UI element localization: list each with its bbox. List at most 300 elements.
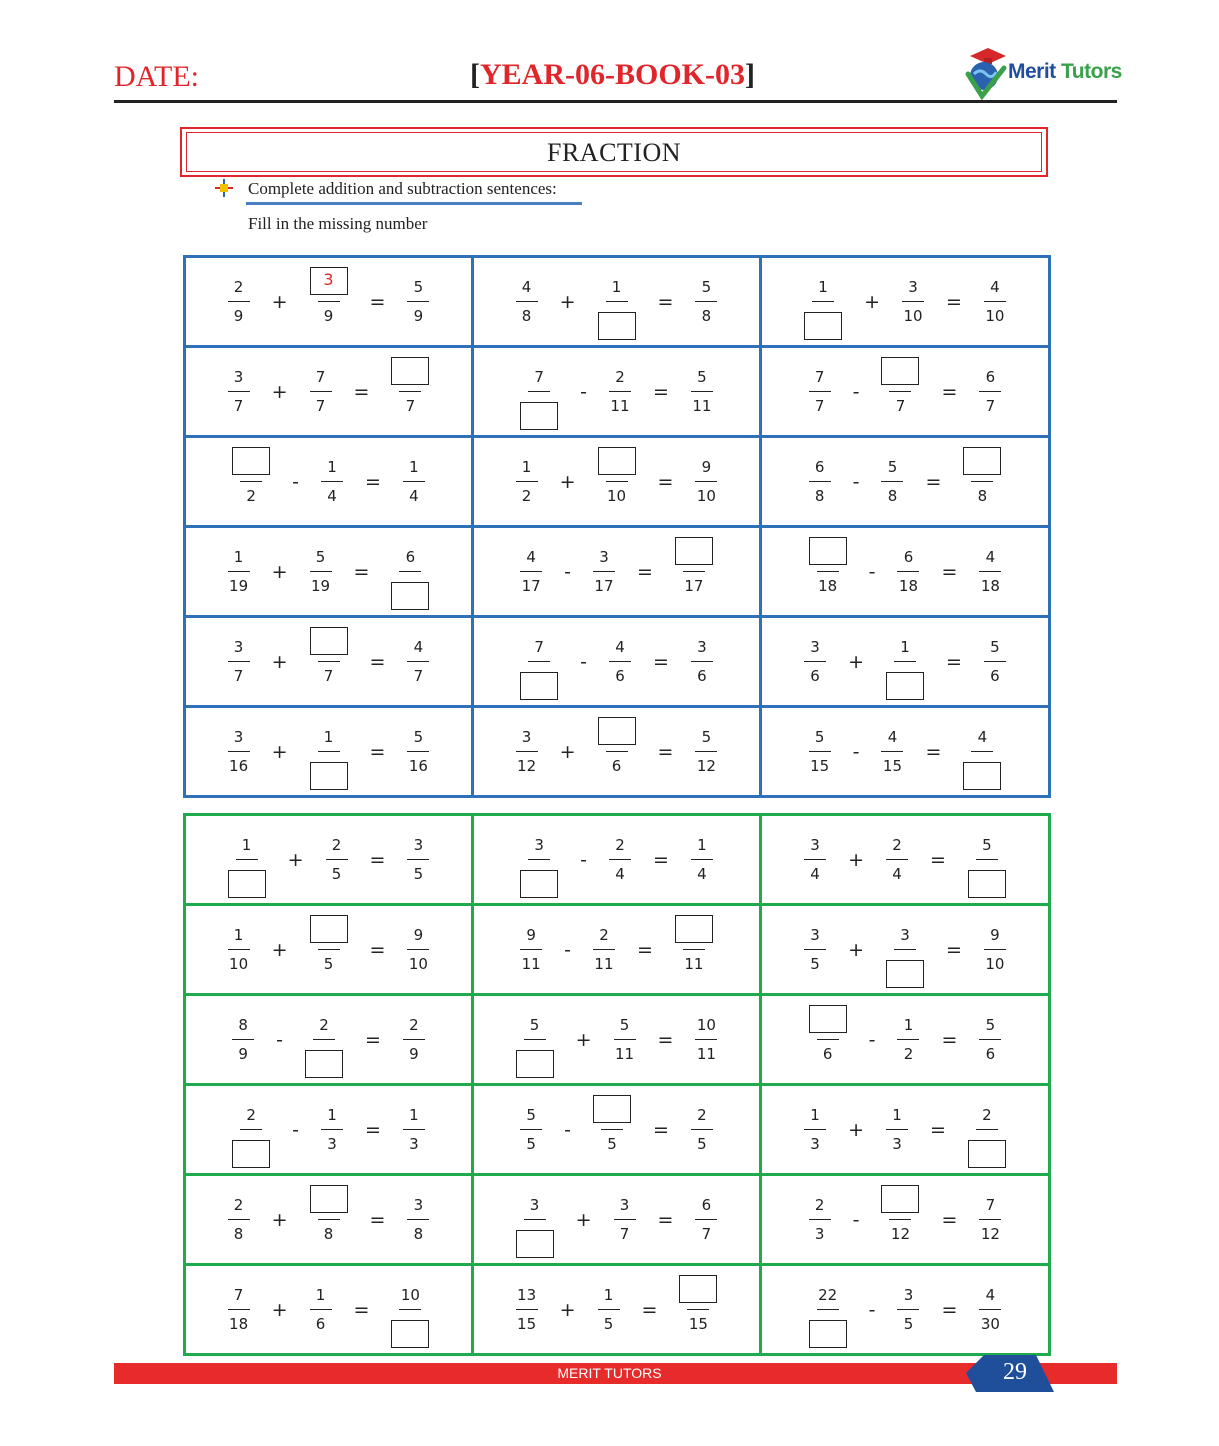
fraction-numerator: 4 — [521, 277, 532, 296]
equals-sign: = — [353, 380, 370, 403]
operator-sign: + — [271, 1208, 288, 1231]
fraction-a — [228, 277, 250, 327]
equals-sign: = — [636, 938, 653, 961]
answer-box[interactable] — [598, 717, 636, 745]
fraction-bar — [817, 1039, 839, 1041]
fraction-denominator: 11 — [610, 397, 630, 416]
date-label: DATE: — [114, 60, 199, 93]
answer-box[interactable] — [968, 870, 1006, 898]
book-bracket-close: ] — [745, 58, 755, 91]
fraction-numerator: 3 — [619, 1195, 630, 1214]
fraction-denominator: 7 — [323, 667, 334, 686]
answer-box[interactable] — [881, 357, 919, 385]
fraction-numerator: 5 — [982, 835, 992, 854]
fraction-numerator: 1 — [697, 835, 707, 854]
fraction-numerator: 13 — [517, 1285, 537, 1304]
fraction-numerator: 3 — [599, 547, 609, 566]
equals-sign: = — [925, 470, 942, 493]
fraction-numerator: 3 — [413, 835, 424, 854]
fraction-a — [809, 457, 831, 507]
answer-box[interactable] — [305, 1050, 343, 1078]
fraction-numerator: 1 — [241, 835, 252, 854]
fraction-denominator: 7 — [985, 397, 996, 416]
answer-box[interactable] — [391, 357, 429, 385]
equation-cell — [473, 257, 761, 347]
fraction-bar — [976, 859, 998, 861]
fraction-a — [228, 367, 250, 417]
fraction-c — [691, 367, 713, 417]
equals-sign: = — [364, 470, 381, 493]
equals-sign: = — [657, 1028, 674, 1051]
fraction-b — [598, 277, 636, 327]
grid-row — [185, 527, 1050, 617]
fraction-b — [881, 1195, 919, 1245]
fraction-numerator: 2 — [615, 835, 625, 854]
fraction-numerator: 5 — [887, 457, 898, 476]
equals-sign: = — [941, 380, 958, 403]
fraction-b — [310, 925, 348, 975]
answer-box[interactable] — [804, 312, 842, 340]
operator-sign: + — [271, 740, 288, 763]
operator-sign: + — [271, 650, 288, 673]
fraction-denominator: 8 — [977, 487, 988, 506]
fraction-denominator: 7 — [701, 1225, 712, 1244]
fraction-numerator: 2 — [331, 835, 342, 854]
fraction-denominator: 11 — [696, 1045, 716, 1064]
fraction-bar — [528, 661, 550, 663]
fraction-b — [321, 1105, 343, 1155]
fraction-a — [809, 1195, 831, 1245]
operator-sign: + — [271, 1298, 288, 1321]
fraction-c — [979, 1195, 1001, 1245]
fraction-denominator: 8 — [413, 1225, 424, 1244]
equation-cell — [185, 905, 473, 995]
fraction-numerator: 4 — [615, 637, 625, 656]
equation-cell — [761, 707, 1050, 797]
equals-sign: = — [369, 1208, 386, 1231]
answer-box[interactable] — [675, 915, 713, 943]
answer-box[interactable] — [968, 1140, 1006, 1168]
equation-cell — [473, 1265, 761, 1355]
fraction-bar — [695, 301, 717, 303]
fraction-bar — [804, 661, 826, 663]
equals-sign: = — [930, 1118, 946, 1141]
fraction-numerator: 6 — [701, 1195, 712, 1214]
operator-sign: - — [564, 560, 571, 583]
fraction-bar — [881, 751, 903, 753]
fraction-denominator: 16 — [408, 757, 428, 776]
fraction-denominator: 10 — [229, 955, 249, 974]
blue-fraction-grid — [183, 255, 1051, 798]
fraction-bar — [691, 1129, 713, 1131]
header-divider — [114, 100, 1117, 103]
operator-sign: + — [271, 938, 288, 961]
equation-cell — [185, 437, 473, 527]
fraction-b — [886, 637, 924, 687]
fraction-numerator: 1 — [810, 1105, 820, 1124]
fraction-bar — [516, 751, 538, 753]
fraction-bar — [606, 301, 628, 303]
fraction-denominator: 5 — [331, 865, 342, 884]
fraction-numerator: 5 — [413, 727, 424, 746]
equals-sign: = — [369, 740, 386, 763]
fraction-denominator: 9 — [409, 1045, 419, 1064]
fraction-bar — [894, 949, 916, 951]
fraction-a — [516, 1285, 538, 1335]
fraction-bar — [318, 1219, 340, 1221]
fraction-denominator: 8 — [814, 487, 825, 506]
fraction-numerator: 8 — [238, 1015, 248, 1034]
fraction-bar — [897, 571, 919, 573]
equals-sign: = — [941, 1208, 958, 1231]
fraction-a — [520, 925, 542, 975]
equation-cell — [761, 617, 1050, 707]
fraction-denominator: 6 — [822, 1045, 833, 1064]
operator-sign: - — [564, 1118, 571, 1141]
equals-sign: = — [641, 1298, 658, 1321]
equation-cell — [185, 527, 473, 617]
fraction-denominator: 3 — [409, 1135, 419, 1154]
fraction-denominator: 8 — [323, 1225, 334, 1244]
equals-sign: = — [657, 290, 674, 313]
answer-box[interactable] — [809, 1320, 847, 1348]
fraction-a — [804, 835, 826, 885]
fraction-denominator: 11 — [614, 1045, 635, 1064]
fraction-a — [804, 277, 842, 327]
operator-sign: - — [868, 560, 876, 583]
answer-box[interactable] — [232, 1140, 270, 1168]
grid-row — [185, 905, 1050, 995]
fraction-b — [310, 1195, 348, 1245]
equation-cell — [761, 257, 1050, 347]
fraction-bar — [228, 391, 250, 393]
fraction-denominator: 6 — [615, 667, 625, 686]
instruction-underline — [246, 202, 582, 205]
equals-sign: = — [930, 848, 946, 871]
fraction-numerator: 1 — [233, 547, 244, 566]
fraction-c — [407, 727, 429, 777]
fraction-b — [614, 1195, 636, 1245]
fraction-bar — [984, 949, 1006, 951]
fraction-numerator: 1 — [900, 637, 910, 656]
fraction-b — [897, 1015, 919, 1065]
fraction-b — [321, 457, 343, 507]
fraction-bar — [881, 481, 903, 483]
equals-sign: = — [652, 848, 669, 871]
equation-cell — [185, 1085, 473, 1175]
fraction-b — [593, 1105, 631, 1155]
fraction-bar — [520, 571, 542, 573]
fraction-denominator: 8 — [701, 307, 712, 326]
answer-box[interactable] — [516, 1050, 554, 1078]
fraction-numerator: 3 — [529, 1195, 540, 1214]
fraction-denominator: 30 — [980, 1315, 1000, 1334]
fraction-numerator: 9 — [990, 925, 1000, 944]
fraction-c — [679, 1285, 717, 1335]
fraction-numerator: 2 — [409, 1015, 419, 1034]
fraction-numerator: 4 — [977, 727, 988, 746]
grid-row — [185, 1175, 1050, 1265]
answer-box[interactable] — [963, 762, 1001, 790]
fraction-a — [809, 367, 831, 417]
book-code-text: YEAR-06-BOOK-03 — [480, 58, 745, 91]
fraction-b — [886, 835, 908, 885]
fraction-numerator: 2 — [599, 925, 609, 944]
equation-cell — [185, 617, 473, 707]
fraction-bar — [695, 1219, 717, 1221]
title-box — [180, 127, 1048, 177]
fraction-bar — [228, 301, 250, 303]
fraction-numerator: 2 — [246, 1105, 256, 1124]
answer-box[interactable] — [391, 582, 429, 610]
grid-row — [185, 1085, 1050, 1175]
fraction-denominator: 3 — [814, 1225, 825, 1244]
logo-text-tutors: Tutors — [1061, 60, 1122, 83]
fraction-b — [886, 925, 924, 975]
fraction-numerator: 2 — [892, 835, 902, 854]
fraction-bar — [528, 859, 550, 861]
answer-box[interactable] — [593, 1095, 631, 1123]
fraction-bar — [326, 859, 348, 861]
fraction-denominator: 9 — [413, 307, 424, 326]
fraction-bar — [889, 391, 911, 393]
equation-cell — [473, 617, 761, 707]
fraction-bar — [897, 1039, 919, 1041]
answer-box[interactable] — [310, 627, 348, 655]
fraction-denominator: 5 — [607, 1135, 617, 1154]
fraction-numerator: 10 — [400, 1285, 420, 1304]
fraction-b — [881, 367, 919, 417]
fraction-denominator: 6 — [611, 757, 622, 776]
answer-box[interactable] — [809, 537, 847, 565]
answer-box[interactable] — [232, 447, 270, 475]
fraction-bar — [976, 1129, 998, 1131]
fraction-numerator: 4 — [526, 547, 536, 566]
answer-box[interactable] — [520, 672, 558, 700]
fraction-numerator: 5 — [985, 1015, 996, 1034]
fraction-c — [963, 457, 1001, 507]
fraction-denominator: 5 — [526, 1135, 536, 1154]
fraction-bar — [407, 301, 429, 303]
fraction-denominator: 10 — [903, 307, 923, 326]
instruction-text: Complete addition and subtraction sentences: — [248, 179, 557, 198]
fraction-b — [598, 1285, 620, 1335]
fraction-bar — [902, 301, 924, 303]
fraction-bar — [399, 391, 421, 393]
operator-sign: - — [852, 740, 860, 763]
grid-row — [185, 437, 1050, 527]
filled-answer-box[interactable]: 3 — [310, 267, 348, 295]
equals-sign: = — [369, 650, 386, 673]
fraction-b — [886, 1105, 908, 1155]
fraction-numerator: 1 — [818, 277, 828, 296]
fraction-bar — [971, 751, 993, 753]
fraction-denominator: 6 — [315, 1315, 326, 1334]
answer-box[interactable] — [310, 1185, 348, 1213]
equals-sign: = — [369, 848, 386, 871]
answer-box[interactable] — [881, 1185, 919, 1213]
fraction-c — [695, 1015, 717, 1065]
fraction-bar — [318, 661, 340, 663]
equation-cell — [473, 815, 761, 905]
fraction-bar — [310, 391, 332, 393]
operator-sign: - — [564, 938, 571, 961]
fraction-denominator: 6 — [990, 667, 1000, 686]
answer-box[interactable] — [310, 762, 348, 790]
equals-sign: = — [941, 1028, 958, 1051]
fraction-denominator: 3 — [327, 1135, 337, 1154]
fraction-bar — [804, 949, 826, 951]
answer-box[interactable] — [520, 870, 558, 898]
fraction-numerator: 7 — [534, 637, 544, 656]
answer-box[interactable] — [679, 1275, 717, 1303]
fraction-denominator: 17 — [684, 577, 704, 596]
fraction-bar — [609, 391, 631, 393]
fraction-c — [691, 1105, 713, 1155]
fraction-bar — [695, 481, 717, 483]
fraction-denominator: 15 — [810, 757, 830, 776]
fraction-bar — [403, 481, 425, 483]
fraction-bar — [228, 571, 250, 573]
fraction-b — [881, 727, 903, 777]
fraction-c — [403, 1015, 425, 1065]
fraction-denominator: 10 — [696, 487, 716, 506]
fraction-b — [881, 457, 903, 507]
grid-row — [185, 257, 1050, 347]
fraction-bar — [979, 1309, 1001, 1311]
equation-cell — [185, 707, 473, 797]
fraction-numerator: 5 — [701, 727, 712, 746]
fraction-bar — [812, 301, 834, 303]
fraction-a — [520, 547, 542, 597]
fraction-bar — [691, 661, 713, 663]
equation-cell — [185, 1175, 473, 1265]
fraction-c — [979, 547, 1001, 597]
fraction-numerator: 4 — [985, 1285, 996, 1304]
equals-sign: = — [636, 560, 653, 583]
fraction-bar — [683, 571, 705, 573]
fraction-denominator: 6 — [697, 667, 707, 686]
fraction-denominator: 9 — [233, 307, 244, 326]
fraction-denominator: 12 — [696, 757, 716, 776]
fraction-c — [407, 1195, 429, 1245]
answer-box[interactable] — [598, 447, 636, 475]
fraction-denominator: 8 — [521, 307, 532, 326]
equation-cell — [761, 1085, 1050, 1175]
fraction-numerator: 1 — [611, 277, 622, 296]
equation-cell — [473, 905, 761, 995]
fraction-bar — [321, 481, 343, 483]
fraction-a — [232, 457, 270, 507]
fraction-numerator: 3 — [810, 637, 820, 656]
fraction-denominator: 19 — [229, 577, 249, 596]
fraction-denominator: 7 — [405, 397, 416, 416]
fraction-numerator: 7 — [534, 367, 544, 386]
answer-box[interactable] — [598, 312, 636, 340]
fraction-bar — [614, 1039, 636, 1041]
equals-sign: = — [353, 560, 370, 583]
operator-sign: + — [848, 650, 864, 673]
answer-box[interactable] — [228, 870, 266, 898]
fraction-bar — [516, 1309, 538, 1311]
fraction-numerator: 5 — [990, 637, 1000, 656]
fraction-numerator: 2 — [233, 1195, 244, 1214]
fraction-denominator: 5 — [697, 1135, 707, 1154]
fraction-denominator: 5 — [810, 955, 820, 974]
answer-box[interactable] — [675, 537, 713, 565]
fraction-denominator: 11 — [692, 397, 712, 416]
fraction-a — [520, 1105, 542, 1155]
fraction-numerator: 5 — [697, 367, 707, 386]
equation-cell — [761, 1265, 1050, 1355]
fraction-numerator: 1 — [323, 727, 334, 746]
fraction-a — [228, 637, 250, 687]
grid-row — [185, 347, 1050, 437]
fraction-denominator: 8 — [233, 1225, 244, 1244]
fraction-denominator: 4 — [327, 487, 337, 506]
fraction-b — [310, 547, 332, 597]
operator-sign: + — [271, 380, 288, 403]
fraction-b — [614, 1015, 636, 1065]
answer-box[interactable] — [520, 402, 558, 430]
fraction-a — [228, 925, 250, 975]
fraction-numerator: 1 — [603, 1285, 614, 1304]
fraction-bar — [687, 1309, 709, 1311]
fraction-bar — [407, 661, 429, 663]
answer-box[interactable] — [391, 1320, 429, 1348]
fraction-bar — [524, 1219, 546, 1221]
fraction-denominator: 7 — [315, 397, 326, 416]
fraction-denominator: 18 — [229, 1315, 249, 1334]
fraction-bar — [236, 859, 258, 861]
fraction-bar — [606, 481, 628, 483]
fraction-bar — [228, 949, 250, 951]
equals-sign: = — [652, 380, 669, 403]
fraction-numerator: 1 — [409, 457, 419, 476]
fraction-bar — [984, 661, 1006, 663]
fraction-denominator: 10 — [985, 307, 1005, 326]
fraction-denominator: 11 — [684, 955, 704, 974]
answer-box[interactable] — [809, 1005, 847, 1033]
operator-sign: + — [575, 1208, 592, 1231]
fraction-denominator: 7 — [619, 1225, 630, 1244]
answer-box[interactable] — [963, 447, 1001, 475]
fraction-bar — [606, 751, 628, 753]
fraction-denominator: 12 — [980, 1225, 1000, 1244]
fraction-bar — [971, 481, 993, 483]
fraction-bar — [407, 949, 429, 951]
answer-box[interactable] — [886, 960, 924, 988]
fraction-bar — [232, 1039, 254, 1041]
fraction-a — [804, 1105, 826, 1155]
fraction-bar — [889, 1219, 911, 1221]
answer-box[interactable] — [310, 915, 348, 943]
answer-box[interactable] — [886, 672, 924, 700]
fraction-numerator: 1 — [903, 1015, 914, 1034]
fraction-denominator: 5 — [603, 1315, 614, 1334]
answer-box[interactable] — [516, 1230, 554, 1258]
fraction-c — [984, 925, 1006, 975]
fraction-bar — [528, 391, 550, 393]
book-code — [470, 58, 755, 92]
equals-sign: = — [364, 1118, 381, 1141]
fraction-b — [310, 727, 348, 777]
fraction-bar — [403, 1039, 425, 1041]
operator-sign: - — [292, 1118, 299, 1141]
fraction-numerator: 4 — [887, 727, 898, 746]
fraction-denominator: 17 — [521, 577, 541, 596]
fraction-bar — [407, 1219, 429, 1221]
